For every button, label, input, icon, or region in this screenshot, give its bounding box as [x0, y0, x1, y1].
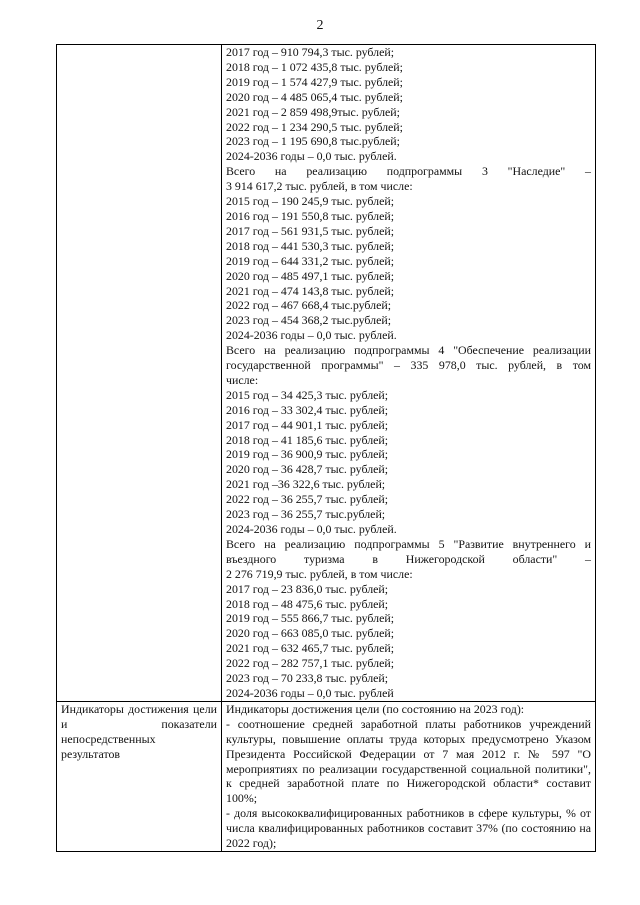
finance-line: 2021 год – 474 143,8 тыс. рублей;: [226, 283, 395, 298]
finance-line: 2016 год – 191 550,8 тыс. рублей;: [226, 208, 395, 223]
finance-line: 2021 год – 632 465,7 тыс. рублей;: [226, 641, 395, 656]
finance-line: 2024-2036 годы – 0,0 тыс. рублей.: [226, 149, 397, 164]
finance-line: 2018 год – 41 185,6 тыс. рублей;: [226, 432, 389, 447]
finance-line: 2016 год – 33 302,4 тыс. рублей;: [226, 402, 389, 417]
finance-line: 2022 год – 1 234 290,5 тыс. рублей;: [226, 119, 403, 134]
finance-line: 2020 год – 4 485 065,4 тыс. рублей;: [226, 89, 403, 104]
finance-line: 2022 год – 467 668,4 тыс.рублей;: [226, 298, 392, 313]
finance-line: 2020 год – 485 497,1 тыс. рублей;: [226, 268, 395, 283]
finance-line: 2019 год – 1 574 427,9 тыс. рублей;: [226, 74, 403, 89]
indicators-row: [57, 701, 596, 851]
finance-label-cell: [57, 45, 222, 702]
finance-line: 2019 год – 36 900,9 тыс. рублей;: [226, 447, 389, 462]
subprogram-3-heading: Всего на реализацию подпрограммы 3 "Наследие" –: [226, 164, 591, 179]
finance-line: 2021 год – 2 859 498,9тыс. рублей;: [226, 104, 400, 119]
finance-line: 2017 год – 23 836,0 тыс. рублей;: [226, 581, 389, 596]
finance-line: 2022 год – 36 255,7 тыс. рублей;: [226, 492, 389, 507]
subprogram-5-total: 2 276 719,9 тыс. рублей, в том числе:: [226, 566, 413, 581]
passport-table: [56, 44, 596, 852]
finance-line: 2021 год –36 322,6 тыс. рублей;: [226, 477, 386, 492]
indicators-content-cell: [222, 701, 596, 851]
finance-line: 2017 год – 910 794,3 тыс. рублей;: [226, 45, 395, 59]
finance-line: 2022 год – 282 757,1 тыс. рублей;: [226, 656, 395, 671]
finance-line: 2020 год – 36 428,7 тыс. рублей;: [226, 462, 389, 477]
finance-row: [57, 45, 596, 702]
subprogram-5-heading: въездного туризма в Нижегородской области" –: [226, 551, 591, 566]
subprogram-4-block: [226, 343, 591, 537]
finance-line: 2018 год – 1 072 435,8 тыс. рублей;: [226, 59, 403, 74]
indicators-label-cell: [57, 701, 222, 851]
finance-top-list: [226, 45, 591, 164]
finance-content-cell: [222, 45, 596, 702]
subprogram-3-block: [226, 164, 591, 343]
finance-line: 2018 год – 48 475,6 тыс. рублей;: [226, 596, 389, 611]
finance-line: 2023 год – 70 233,8 тыс. рублей;: [226, 671, 389, 686]
indicator-item: - доля высококвалифицированных работников в сфере культуры, % от числа квалифицированных работников составит 37% (по состоянию на 2022 год);: [226, 806, 591, 851]
finance-line: 2023 год – 1 195 690,8 тыс.рублей;: [226, 134, 400, 149]
subprogram-4-heading: Всего на реализацию подпрограммы 4 "Обеспечение реализации: [226, 343, 591, 358]
subprogram-3-total: 3 914 617,2 тыс. рублей, в том числе:: [226, 179, 413, 194]
indicators-intro: Индикаторы достижения цели (по состоянию на 2023 год):: [226, 701, 525, 716]
finance-line: 2017 год – 44 901,1 тыс. рублей;: [226, 417, 389, 432]
finance-line: 2019 год – 555 866,7 тыс. рублей;: [226, 611, 395, 626]
finance-line: 2024-2036 годы – 0,0 тыс. рублей.: [226, 522, 397, 536]
finance-line: 2015 год – 190 245,9 тыс. рублей;: [226, 194, 395, 209]
finance-line: 2023 год – 36 255,7 тыс.рублей;: [226, 507, 386, 522]
finance-line: 2015 год – 34 425,3 тыс. рублей;: [226, 387, 389, 402]
finance-line: 2018 год – 441 530,3 тыс. рублей;: [226, 238, 395, 253]
subprogram-4-heading: государственной программы" – 335 978,0 тыс. рублей, в том: [226, 358, 591, 373]
indicators-label: Индикаторы достижения цели и показатели непосредственных результатов: [61, 701, 217, 761]
subprogram-4-heading: числе:: [226, 372, 259, 387]
finance-line: 2023 год – 454 368,2 тыс.рублей;: [226, 313, 392, 328]
page-number: 2: [316, 18, 324, 33]
finance-line: 2024-2036 годы – 0,0 тыс. рублей: [226, 685, 394, 700]
finance-line: 2017 год – 561 931,5 тыс. рублей;: [226, 223, 395, 238]
subprogram-5-block: [226, 537, 591, 701]
indicator-item: - соотношение средней заработной платы работников учреждений культуры, повышение оплаты труда которых предусмотрено Указом Президента Российской Федерации от 7 мая 2012 г. № 597 "О мероприятиях по реализации государственной социальной политики", к средней заработной плате по Нижегородской области* составит 100%;: [226, 716, 591, 806]
subprogram-5-heading: Всего на реализацию подпрограммы 5 "Развитие внутреннего и: [226, 536, 591, 551]
finance-line: 2024-2036 годы – 0,0 тыс. рублей.: [226, 328, 397, 343]
finance-line: 2020 год – 663 085,0 тыс. рублей;: [226, 626, 395, 641]
finance-line: 2019 год – 644 331,2 тыс. рублей;: [226, 253, 395, 268]
